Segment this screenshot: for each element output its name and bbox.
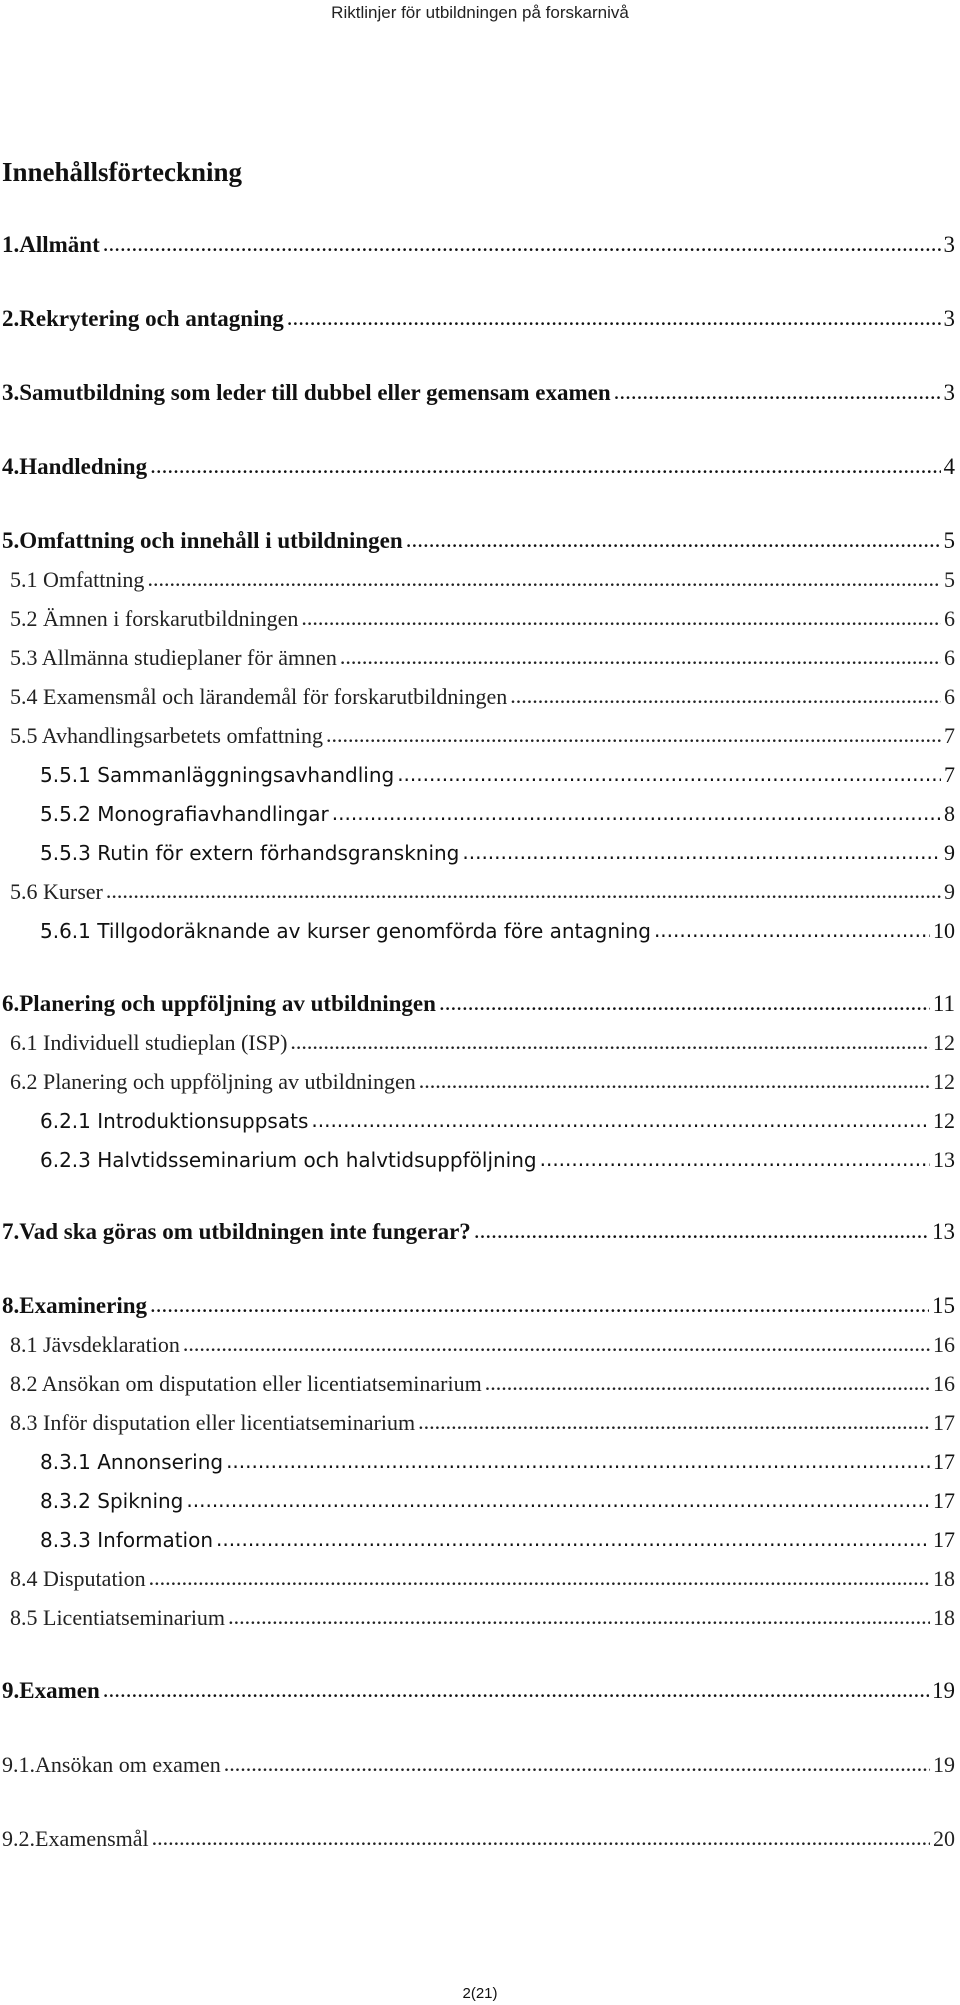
toc-entry-7[interactable]: 7. Vad ska göras om utbildningen inte fungerar? ..... 13 [0,1219,955,1253]
toc-entry-8[interactable]: 8. Examinering ..... 15 [0,1293,955,1327]
toc-entry-9-1[interactable]: 9.1. Ansökan om examen ..... 19 [0,1752,955,1786]
toc-entry-6[interactable]: 6. Planering och uppföljning av utbildningen ..... 11 [0,991,955,1025]
toc-entry-3[interactable]: 3. Samutbildning som leder till dubbel eller gemensam examen ..... 3 [0,380,955,414]
toc-entry-8-2[interactable]: 8.2 Ansökan om disputation eller licentiatseminarium ..... 16 [0,1371,955,1405]
toc-entry-9-2[interactable]: 9.2. Examensmål ..... 20 [0,1826,955,1860]
toc-entry-5-5[interactable]: 5.5 Avhandlingsarbetets omfattning ..... 7 [0,723,955,757]
toc-entry-5-4[interactable]: 5.4 Examensmål och lärandemål för forskarutbildningen ..... 6 [0,684,955,718]
toc-entry-9[interactable]: 9. Examen ..... 19 [0,1678,955,1712]
toc-entry-6-2-1[interactable]: 6.2.1 Introduktionsuppsats ..... 12 [0,1108,955,1142]
toc-entry-5[interactable]: 5. Omfattning och innehåll i utbildningen ..... 5 [0,528,955,562]
toc-entry-8-3-3[interactable]: 8.3.3 Information ..... 17 [0,1527,955,1561]
toc-title: Innehållsförteckning [2,157,243,187]
toc-entry-5-5-3[interactable]: 5.5.3 Rutin för extern förhandsgranskning ..... 9 [0,840,955,874]
toc-entry-5-6-1[interactable]: 5.6.1 Tillgodoräknande av kurser genomförda före antagning ..... 10 [0,918,955,952]
toc-entry-6-1[interactable]: 6.1 Individuell studieplan (ISP) ..... 12 [0,1030,955,1064]
toc-entry-8-3-2[interactable]: 8.3.2 Spikning ..... 17 [0,1488,955,1522]
toc-entry-5-3[interactable]: 5.3 Allmänna studieplaner för ämnen ..... 6 [0,645,955,679]
running-header: Riktlinjer för utbildningen på forskarnivå [331,3,629,22]
toc-entry-8-1[interactable]: 8.1 Jävsdeklaration ..... 16 [0,1332,955,1366]
toc-entry-8-5[interactable]: 8.5 Licentiatseminarium ..... 18 [0,1605,955,1639]
toc-entry-5-5-1[interactable]: 5.5.1 Sammanläggningsavhandling ..... 7 [0,762,955,796]
toc-entry-6-2[interactable]: 6.2 Planering och uppföljning av utbildningen ..... 12 [0,1069,955,1103]
toc-entry-6-2-3[interactable]: 6.2.3 Halvtidsseminarium och halvtidsuppföljning ..... 13 [0,1147,955,1181]
toc-entry-5-6[interactable]: 5.6 Kurser ..... 9 [0,879,955,913]
toc-entry-8-3-1[interactable]: 8.3.1 Annonsering ..... 17 [0,1449,955,1483]
toc-entry-2[interactable]: 2. Rekrytering och antagning ..... 3 [0,306,955,340]
toc-entry-5-2[interactable]: 5.2 Ämnen i forskarutbildningen ..... 6 [0,606,955,640]
toc-entry-5-1[interactable]: 5.1 Omfattning ..... 5 [0,567,955,601]
toc-entry-8-4[interactable]: 8.4 Disputation ..... 18 [0,1566,955,1600]
toc-entry-4[interactable]: 4. Handledning ..... 4 [0,454,955,488]
toc-entry-8-3[interactable]: 8.3 Inför disputation eller licentiatseminarium ..... 17 [0,1410,955,1444]
toc-entry-1[interactable]: 1. Allmänt ..... 3 [0,232,955,266]
page-number: 2(21) [462,1985,498,2002]
toc-entry-5-5-2[interactable]: 5.5.2 Monografiavhandlingar ..... 8 [0,801,955,835]
